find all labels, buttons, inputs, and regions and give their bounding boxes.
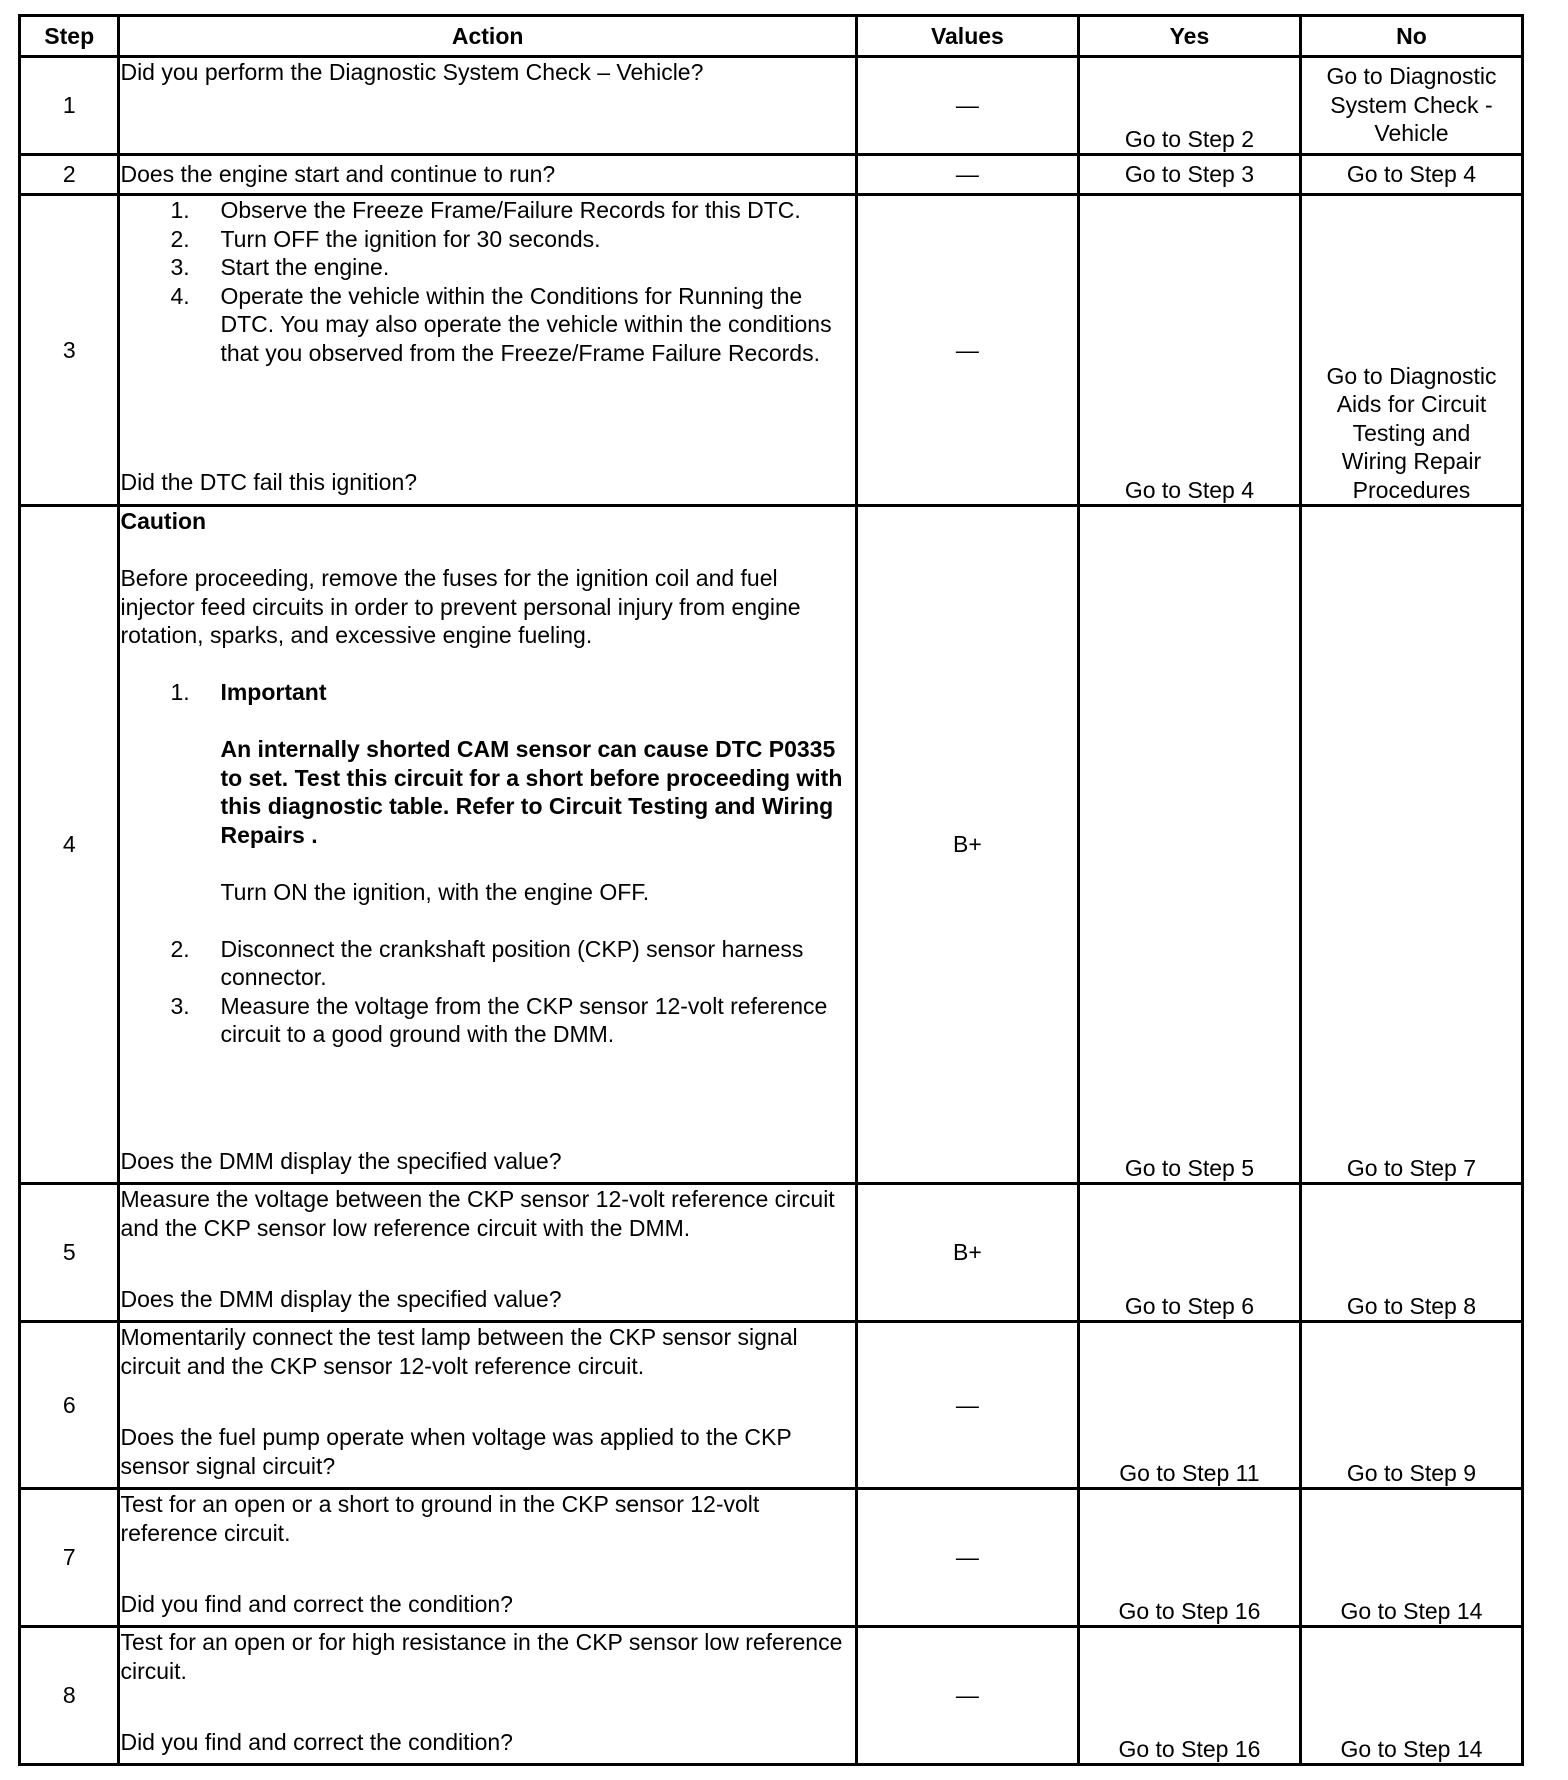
value-cell: — xyxy=(856,195,1078,506)
action-question: Does the DMM display the specified value? xyxy=(120,1147,562,1174)
step-number: 4 xyxy=(20,506,119,1184)
value-cell: — xyxy=(856,57,1078,155)
header-yes: Yes xyxy=(1078,16,1300,57)
caution-text: Before proceeding, remove the fuses for the ignition coil and fuel injector feed circuits in order to prevent personal injury from engine rotation, sparks, and excessive engine fueling. xyxy=(120,565,801,648)
no-cell: Go to Step 8 xyxy=(1300,1184,1522,1322)
action-cell xyxy=(119,1627,856,1765)
yes-cell: Go to Step 16 xyxy=(1078,1627,1300,1765)
step-number: 1 xyxy=(20,57,119,155)
header-values: Values xyxy=(856,16,1078,57)
action-step-list xyxy=(120,196,854,367)
step-number: 5 xyxy=(20,1184,119,1322)
list-item: 2. Turn OFF the ignition for 30 seconds. xyxy=(170,225,601,252)
value-cell: — xyxy=(856,155,1078,195)
yes-cell: Go to Step 16 xyxy=(1078,1489,1300,1627)
action-cell xyxy=(119,155,856,195)
action-question: Did you find and correct the condition? xyxy=(120,1590,513,1617)
table-row xyxy=(20,155,1523,195)
yes-cell: Go to Step 6 xyxy=(1078,1184,1300,1322)
value-cell: — xyxy=(856,1489,1078,1627)
table-row xyxy=(20,57,1523,155)
list-item: 3. Measure the voltage from the CKP sensor 12-volt reference circuit to a good ground with the DMM. xyxy=(170,992,828,1047)
action-text: Does the engine start and continue to run? xyxy=(120,161,556,188)
action-cell xyxy=(119,1184,856,1322)
header-no: No xyxy=(1300,16,1522,57)
list-item: 1. Observe the Freeze Frame/Failure Records for this DTC. xyxy=(170,197,801,223)
list-item: 4. Operate the vehicle within the Conditions for Running the DTC. You may also operate the vehicle within the conditions that you observed from the Freeze/Frame Failure Records. xyxy=(170,282,832,366)
header-row xyxy=(20,16,1523,57)
list-item: 1. Important An internally shorted CAM sensor can cause DTC P0335 to set. Test this circuit for a short before proceeding with this diagnostic table. Refer to Circuit Testing and Wiring Repairs . Turn ON the ignition, with the engine OFF. xyxy=(120,678,854,935)
action-cell xyxy=(119,195,856,506)
list-item: 3. Start the engine. xyxy=(170,254,390,280)
action-text: Test for an open or a short to ground in the CKP sensor 12-volt reference circuit. xyxy=(120,1491,760,1546)
yes-cell: Go to Step 4 xyxy=(1078,195,1300,506)
action-text: Measure the voltage between the CKP sensor 12-volt reference circuit and the CKP sensor low reference circuit with the DMM. xyxy=(120,1186,835,1241)
step-number: 2 xyxy=(20,155,119,195)
important-text: An internally shorted CAM sensor can cause DTC P0335 to set. Test this circuit for a short before proceeding with this diagnostic table. Refer to Circuit Testing and Wiring Repairs . xyxy=(220,736,843,848)
no-cell: Go to Diagnostic Aids for Circuit Testing and Wiring Repair Procedures xyxy=(1300,195,1522,506)
table-row xyxy=(20,195,1523,506)
action-question: Did the DTC fail this ignition? xyxy=(120,468,418,495)
important-title: Important xyxy=(220,679,327,705)
table-row xyxy=(20,1489,1523,1627)
value-cell: B+ xyxy=(856,506,1078,1184)
action-cell xyxy=(119,57,856,155)
table-row xyxy=(20,1322,1523,1489)
no-cell: Go to Step 14 xyxy=(1300,1489,1522,1627)
yes-cell: Go to Step 2 xyxy=(1078,57,1300,155)
yes-cell: Go to Step 11 xyxy=(1078,1322,1300,1489)
action-text: Did you perform the Diagnostic System Check – Vehicle? xyxy=(120,59,704,85)
table-row xyxy=(20,1184,1523,1322)
no-cell: Go to Step 9 xyxy=(1300,1322,1522,1489)
action-cell xyxy=(119,506,856,1184)
no-cell: Go to Step 14 xyxy=(1300,1627,1522,1765)
action-text: Momentarily connect the test lamp between the CKP sensor signal circuit and the CKP sensor 12-volt reference circuit. xyxy=(120,1324,798,1379)
header-step: Step xyxy=(20,16,119,57)
action-question: Did you find and correct the condition? xyxy=(120,1728,513,1755)
step-number: 6 xyxy=(20,1322,119,1489)
action-question: Does the fuel pump operate when voltage was applied to the CKP sensor signal circuit? xyxy=(120,1424,792,1479)
header-action: Action xyxy=(119,16,856,57)
value-cell: — xyxy=(856,1627,1078,1765)
yes-cell: Go to Step 5 xyxy=(1078,506,1300,1184)
list-item-text: Turn ON the ignition, with the engine OFF. xyxy=(220,878,650,905)
step-number: 3 xyxy=(20,195,119,506)
action-cell xyxy=(119,1322,856,1489)
action-step-list xyxy=(120,678,854,1049)
table-row xyxy=(20,506,1523,1184)
value-cell: B+ xyxy=(856,1184,1078,1322)
step-number: 8 xyxy=(20,1627,119,1765)
action-text: Test for an open or for high resistance in the CKP sensor low reference circuit. xyxy=(120,1629,843,1684)
no-cell: Go to Step 7 xyxy=(1300,506,1522,1184)
value-cell: — xyxy=(856,1322,1078,1489)
list-item: 2. Disconnect the crankshaft position (CKP) sensor harness connector. xyxy=(170,935,804,990)
step-number: 7 xyxy=(20,1489,119,1627)
caution-title: Caution xyxy=(120,508,207,534)
table-row xyxy=(20,1627,1523,1765)
no-cell: Go to Step 4 xyxy=(1300,155,1522,195)
action-question: Does the DMM display the specified value? xyxy=(120,1285,562,1312)
yes-cell: Go to Step 3 xyxy=(1078,155,1300,195)
diagnostic-table xyxy=(18,14,1524,1766)
action-cell xyxy=(119,1489,856,1627)
no-cell: Go to Diagnostic System Check - Vehicle xyxy=(1300,57,1522,155)
